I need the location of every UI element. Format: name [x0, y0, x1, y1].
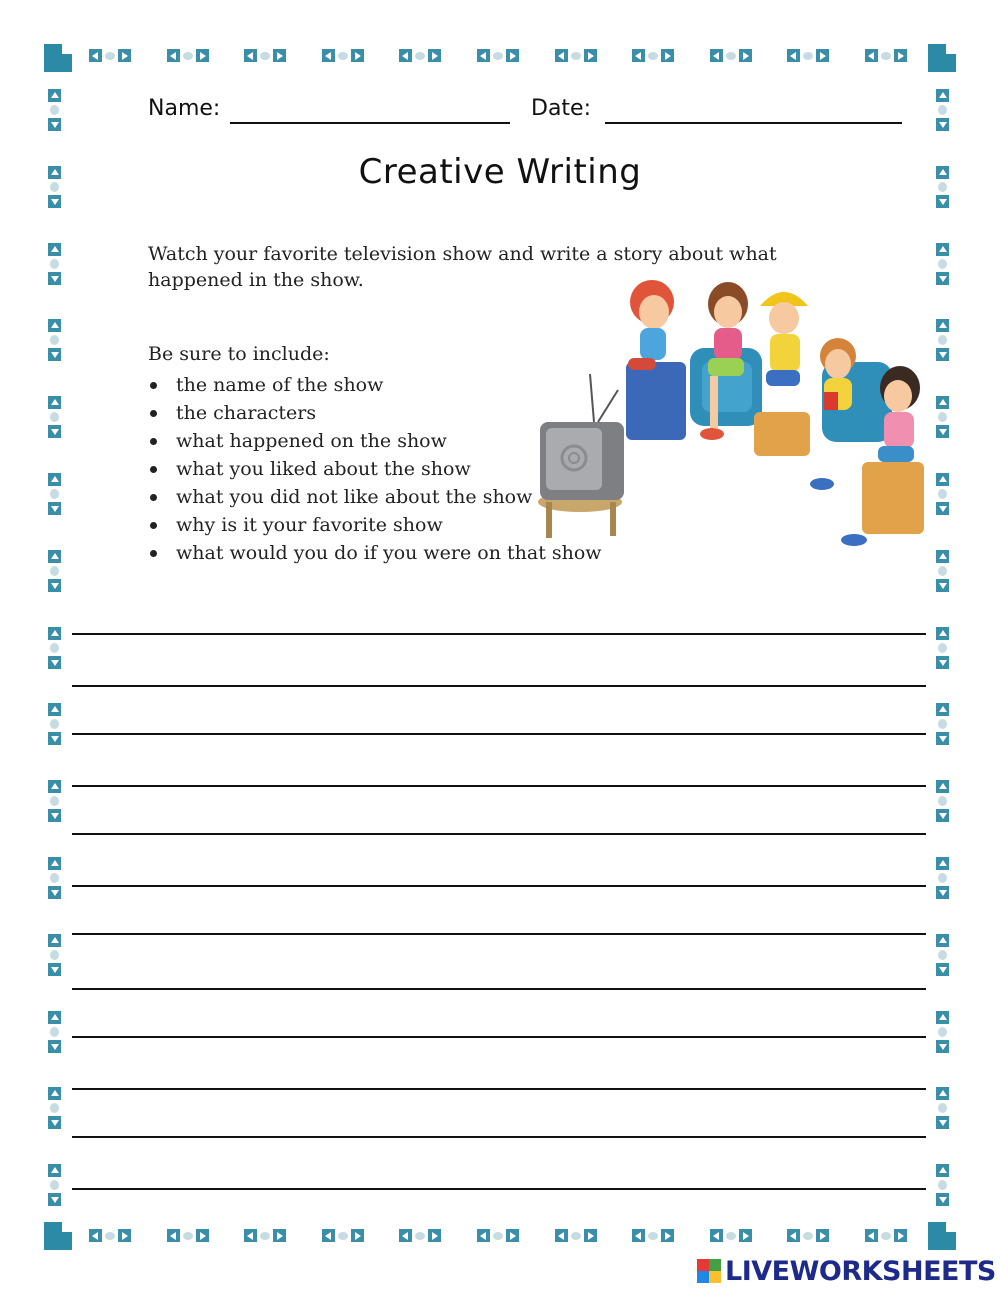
- writing-line[interactable]: [72, 785, 926, 787]
- border-arrow-icon: [934, 1010, 952, 1054]
- writing-line[interactable]: [72, 1188, 926, 1190]
- border-corner-top-right: [928, 44, 956, 72]
- border-arrow-icon: [166, 48, 210, 64]
- writing-line[interactable]: [72, 733, 926, 735]
- kids-watching-tv-illustration: [532, 262, 932, 562]
- page-title: Creative Writing: [358, 152, 642, 192]
- name-date-row: [148, 96, 908, 130]
- border-arrow-icon: [46, 242, 64, 286]
- writing-line[interactable]: [72, 685, 926, 687]
- border-arrow-icon: [786, 1228, 830, 1244]
- checklist-item: what would you do if you were on that show: [148, 539, 602, 567]
- border-arrow-icon: [321, 48, 365, 64]
- border-arrow-icon: [166, 1228, 210, 1244]
- border-arrow-icon: [243, 1228, 287, 1244]
- writing-line[interactable]: [72, 933, 926, 935]
- border-arrow-icon: [631, 48, 675, 64]
- date-label: Date:: [531, 96, 591, 121]
- include-heading: Be sure to include:: [148, 343, 330, 365]
- border-corner-top-left: [44, 44, 72, 72]
- border-arrow-icon: [934, 242, 952, 286]
- border-arrow-icon: [46, 1010, 64, 1054]
- border-arrow-icon: [46, 1086, 64, 1130]
- border-arrow-icon: [934, 933, 952, 977]
- date-field[interactable]: [605, 122, 902, 124]
- writing-line[interactable]: [72, 833, 926, 835]
- border-arrow-icon: [46, 472, 64, 516]
- brand-logo: [697, 1255, 996, 1287]
- border-arrow-icon: [934, 779, 952, 823]
- border-arrow-icon: [398, 48, 442, 64]
- checklist-item: what you liked about the show: [148, 455, 602, 483]
- border-arrow-icon: [934, 549, 952, 593]
- checklist-item: the characters: [148, 399, 602, 427]
- border-arrow-icon: [934, 1086, 952, 1130]
- border-arrow-icon: [476, 48, 520, 64]
- border-arrow-icon: [46, 702, 64, 746]
- border-arrow-icon: [709, 1228, 753, 1244]
- border-corner-bottom-right: [928, 1222, 956, 1250]
- border-arrow-icon: [864, 48, 908, 64]
- border-arrow-icon: [46, 318, 64, 362]
- border-arrow-icon: [46, 933, 64, 977]
- border-arrow-icon: [88, 48, 132, 64]
- border-arrow-icon: [934, 472, 952, 516]
- writing-line[interactable]: [72, 1136, 926, 1138]
- checklist-item: what happened on the show: [148, 427, 602, 455]
- border-arrow-icon: [46, 779, 64, 823]
- border-arrow-icon: [46, 626, 64, 670]
- writing-line[interactable]: [72, 633, 926, 635]
- border-arrow-icon: [631, 1228, 675, 1244]
- border-arrow-icon: [46, 856, 64, 900]
- liveworksheets-logo-icon: [697, 1259, 721, 1283]
- checklist-item: what you did not like about the show: [148, 483, 602, 511]
- border-arrow-icon: [934, 395, 952, 439]
- border-arrow-icon: [476, 1228, 520, 1244]
- logo-square: [709, 1271, 721, 1283]
- border-arrow-icon: [934, 318, 952, 362]
- border-arrow-icon: [46, 88, 64, 132]
- border-arrow-icon: [554, 48, 598, 64]
- writing-line[interactable]: [72, 988, 926, 990]
- writing-line[interactable]: [72, 1036, 926, 1038]
- border-arrow-icon: [934, 856, 952, 900]
- name-field[interactable]: [230, 122, 510, 124]
- logo-square: [697, 1259, 709, 1271]
- border-arrow-icon: [88, 1228, 132, 1244]
- instructions-text: Watch your favorite television show and write a story about what happened in the show.: [148, 243, 777, 291]
- border-arrow-icon: [934, 1163, 952, 1207]
- border-arrow-icon: [934, 702, 952, 746]
- border-arrow-icon: [46, 549, 64, 593]
- brand-name: LIVEWORKSHEETS: [725, 1255, 996, 1287]
- logo-square: [709, 1259, 721, 1271]
- logo-square: [697, 1271, 709, 1283]
- border-arrow-icon: [934, 88, 952, 132]
- border-corner-bottom-left: [44, 1222, 72, 1250]
- border-arrow-icon: [934, 626, 952, 670]
- name-label: Name:: [148, 96, 221, 121]
- border-arrow-icon: [864, 1228, 908, 1244]
- border-arrow-icon: [786, 48, 830, 64]
- border-arrow-icon: [398, 1228, 442, 1244]
- border-arrow-icon: [46, 1163, 64, 1207]
- border-arrow-icon: [554, 1228, 598, 1244]
- border-arrow-icon: [709, 48, 753, 64]
- border-arrow-icon: [243, 48, 287, 64]
- writing-line[interactable]: [72, 885, 926, 887]
- border-arrow-icon: [321, 1228, 365, 1244]
- checklist-item: why is it your favorite show: [148, 511, 602, 539]
- writing-line[interactable]: [72, 1088, 926, 1090]
- border-arrow-icon: [46, 395, 64, 439]
- checklist-item: the name of the show: [148, 371, 602, 399]
